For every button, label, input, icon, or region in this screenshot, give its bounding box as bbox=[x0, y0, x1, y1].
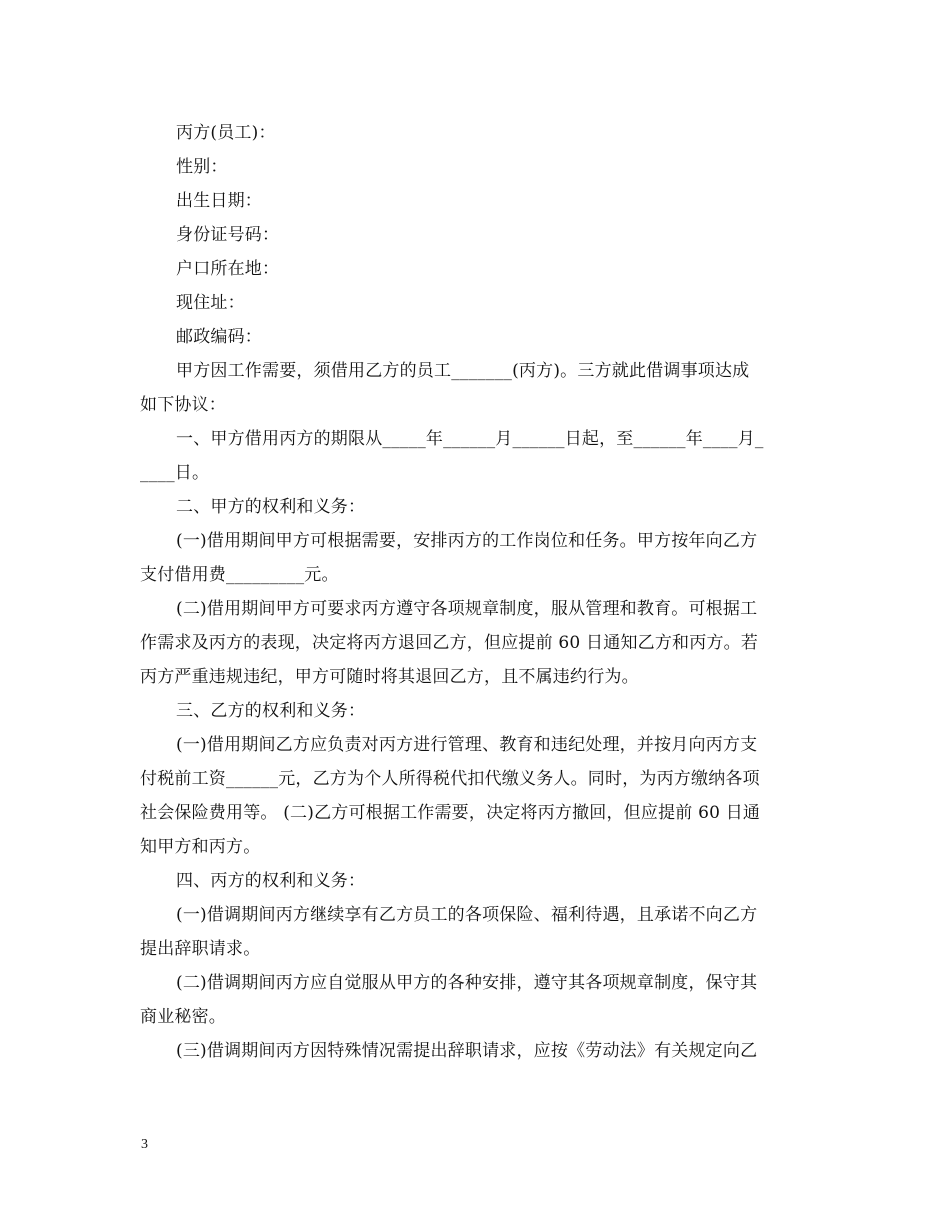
text-line: (一)借用期间乙方应负责对丙方进行管理、教育和违纪处理，并按月向丙方支 bbox=[176, 735, 758, 755]
text-line: ____日。 bbox=[140, 463, 210, 483]
text-line: (二)借调期间丙方应自觉服从甲方的各种安排，遵守其各项规章制度，保守其 bbox=[176, 973, 758, 993]
text-line: 四、丙方的权利和义务： bbox=[176, 871, 366, 891]
text-line: 如下协议： bbox=[140, 395, 226, 415]
text-line: 三、乙方的权利和义务： bbox=[176, 701, 366, 721]
text-line: 现住址： bbox=[176, 293, 245, 313]
text-line: (一)借用期间甲方可根据需要，安排丙方的工作岗位和任务。甲方按年向乙方 bbox=[176, 531, 758, 551]
text-line: 邮政编码： bbox=[176, 327, 262, 347]
text-line: 二、甲方的权利和义务： bbox=[176, 497, 366, 517]
text-line: 户口所在地： bbox=[176, 259, 280, 279]
document-body bbox=[140, 116, 816, 1068]
page-number: 3 bbox=[141, 1137, 148, 1152]
text-line: 提出辞职请求。 bbox=[140, 939, 261, 959]
text-line: 社会保险费用等。 (二)乙方可根据工作需要，决定将丙方撤回，但应提前 60 日通 bbox=[140, 803, 761, 823]
text-line: 性别： bbox=[176, 157, 228, 177]
text-line: 丙方严重违规违纪，甲方可随时将其退回乙方，且不属违约行为。 bbox=[140, 667, 639, 687]
text-line: 付税前工资______元，乙方为个人所得税代扣代缴义务人。同时，为丙方缴纳各项 bbox=[140, 769, 760, 789]
text-line: 丙方(员工)： bbox=[176, 123, 276, 143]
text-line: 一、甲方借用丙方的期限从_____年______月______日起，至______年____月_ bbox=[176, 429, 764, 449]
text-line: (二)借用期间甲方可要求丙方遵守各项规章制度，服从管理和教育。可根据工 bbox=[176, 599, 758, 619]
text-line: 支付借用费_________元。 bbox=[140, 565, 339, 585]
text-line: 商业秘密。 bbox=[140, 1007, 226, 1027]
text-line: (一)借调期间丙方继续享有乙方员工的各项保险、福利待遇，且承诺不向乙方 bbox=[176, 905, 758, 925]
text-line: 知甲方和丙方。 bbox=[140, 837, 261, 857]
text-line: (三)借调期间丙方因特殊情况需提出辞职请求，应按《劳动法》有关规定向乙 bbox=[176, 1041, 758, 1061]
text-line: 甲方因工作需要，须借用乙方的员工_______(丙方)。三方就此借调事项达成 bbox=[176, 361, 750, 381]
text-line: 身份证号码： bbox=[176, 225, 280, 245]
text-line: 作需求及丙方的表现，决定将丙方退回乙方，但应提前 60 日通知乙方和丙方。若 bbox=[140, 633, 759, 653]
text-line: 出生日期： bbox=[176, 191, 262, 211]
